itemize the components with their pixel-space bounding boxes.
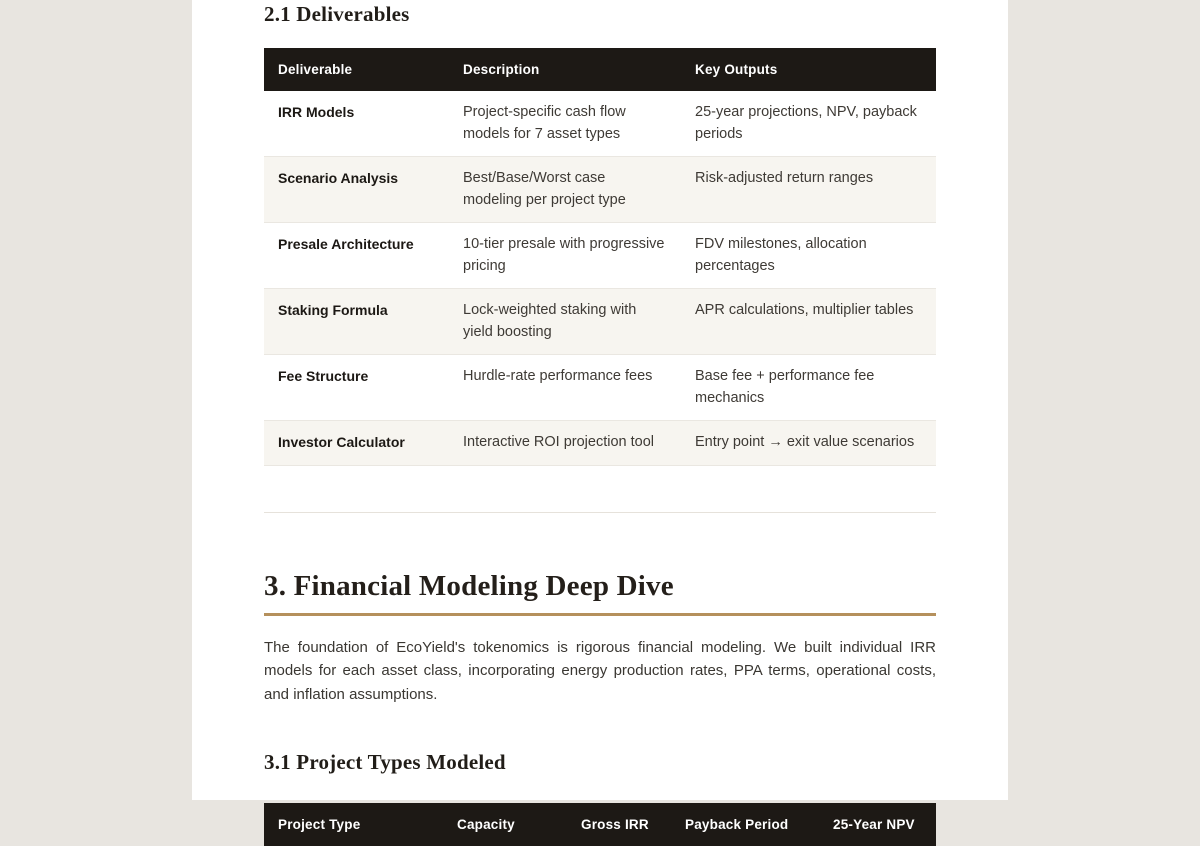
cell-description: Interactive ROI projection tool [449,421,681,466]
section-3-paragraph: The foundation of EcoYield's tokenomics is rigorous financial modeling. We built individual IRR models for each asset class, incorporating energy production rates, PPA terms, operational costs, and inflation assumptions. [264,638,936,703]
deliverables-table-header-row [264,48,936,91]
cell-description: 10-tier presale with progressive pricing [449,223,681,289]
cell-key-outputs: Entry point → exit value scenarios [681,421,936,466]
project-types-table [264,803,936,846]
cell-deliverable: Investor Calculator [264,421,449,466]
section-divider [264,512,936,513]
project-types-header-row [264,803,936,846]
deliverables-col-header-description: Description [449,48,681,91]
cell-key-outputs: 25-year projections, NPV, payback periods [681,91,936,157]
cell-deliverable: Scenario Analysis [264,157,449,223]
cell-deliverable: Staking Formula [264,289,449,355]
cell-key-outputs: Base fee + performance fee mechanics [681,355,936,421]
table-row [264,157,936,223]
table-row [264,91,936,157]
cell-description: Hurdle-rate performance fees [449,355,681,421]
table-row [264,355,936,421]
deliverables-col-header-key-outputs: Key Outputs [681,48,936,91]
cell-key-outputs: APR calculations, multiplier tables [681,289,936,355]
cell-key-outputs: Risk-adjusted return ranges [681,157,936,223]
cell-deliverable: IRR Models [264,91,449,157]
section-2-1-heading: 2.1 Deliverables [264,2,410,26]
projects-col-header-gross-irr: Gross IRR [567,803,671,846]
cell-deliverable: Fee Structure [264,355,449,421]
cell-description: Best/Base/Worst case modeling per project type [449,157,681,223]
deliverables-table [264,48,936,466]
section-3-heading: 3. Financial Modeling Deep Dive [264,570,936,616]
cell-deliverable: Presale Architecture [264,223,449,289]
cell-description: Lock-weighted staking with yield boosting [449,289,681,355]
projects-col-header-project-type: Project Type [264,803,443,846]
deliverables-col-header-deliverable: Deliverable [264,48,449,91]
table-row [264,223,936,289]
projects-col-header-payback-period: Payback Period [671,803,819,846]
table-row [264,421,936,466]
document-page [192,0,1008,832]
cell-description: Project-specific cash flow models for 7 asset types [449,91,681,157]
cell-key-outputs: FDV milestones, allocation percentages [681,223,936,289]
projects-col-header-capacity: Capacity [443,803,567,846]
section-3-1-heading: 3.1 Project Types Modeled [264,750,506,775]
projects-col-header-25-year-npv: 25-Year NPV [819,803,936,846]
table-row [264,289,936,355]
